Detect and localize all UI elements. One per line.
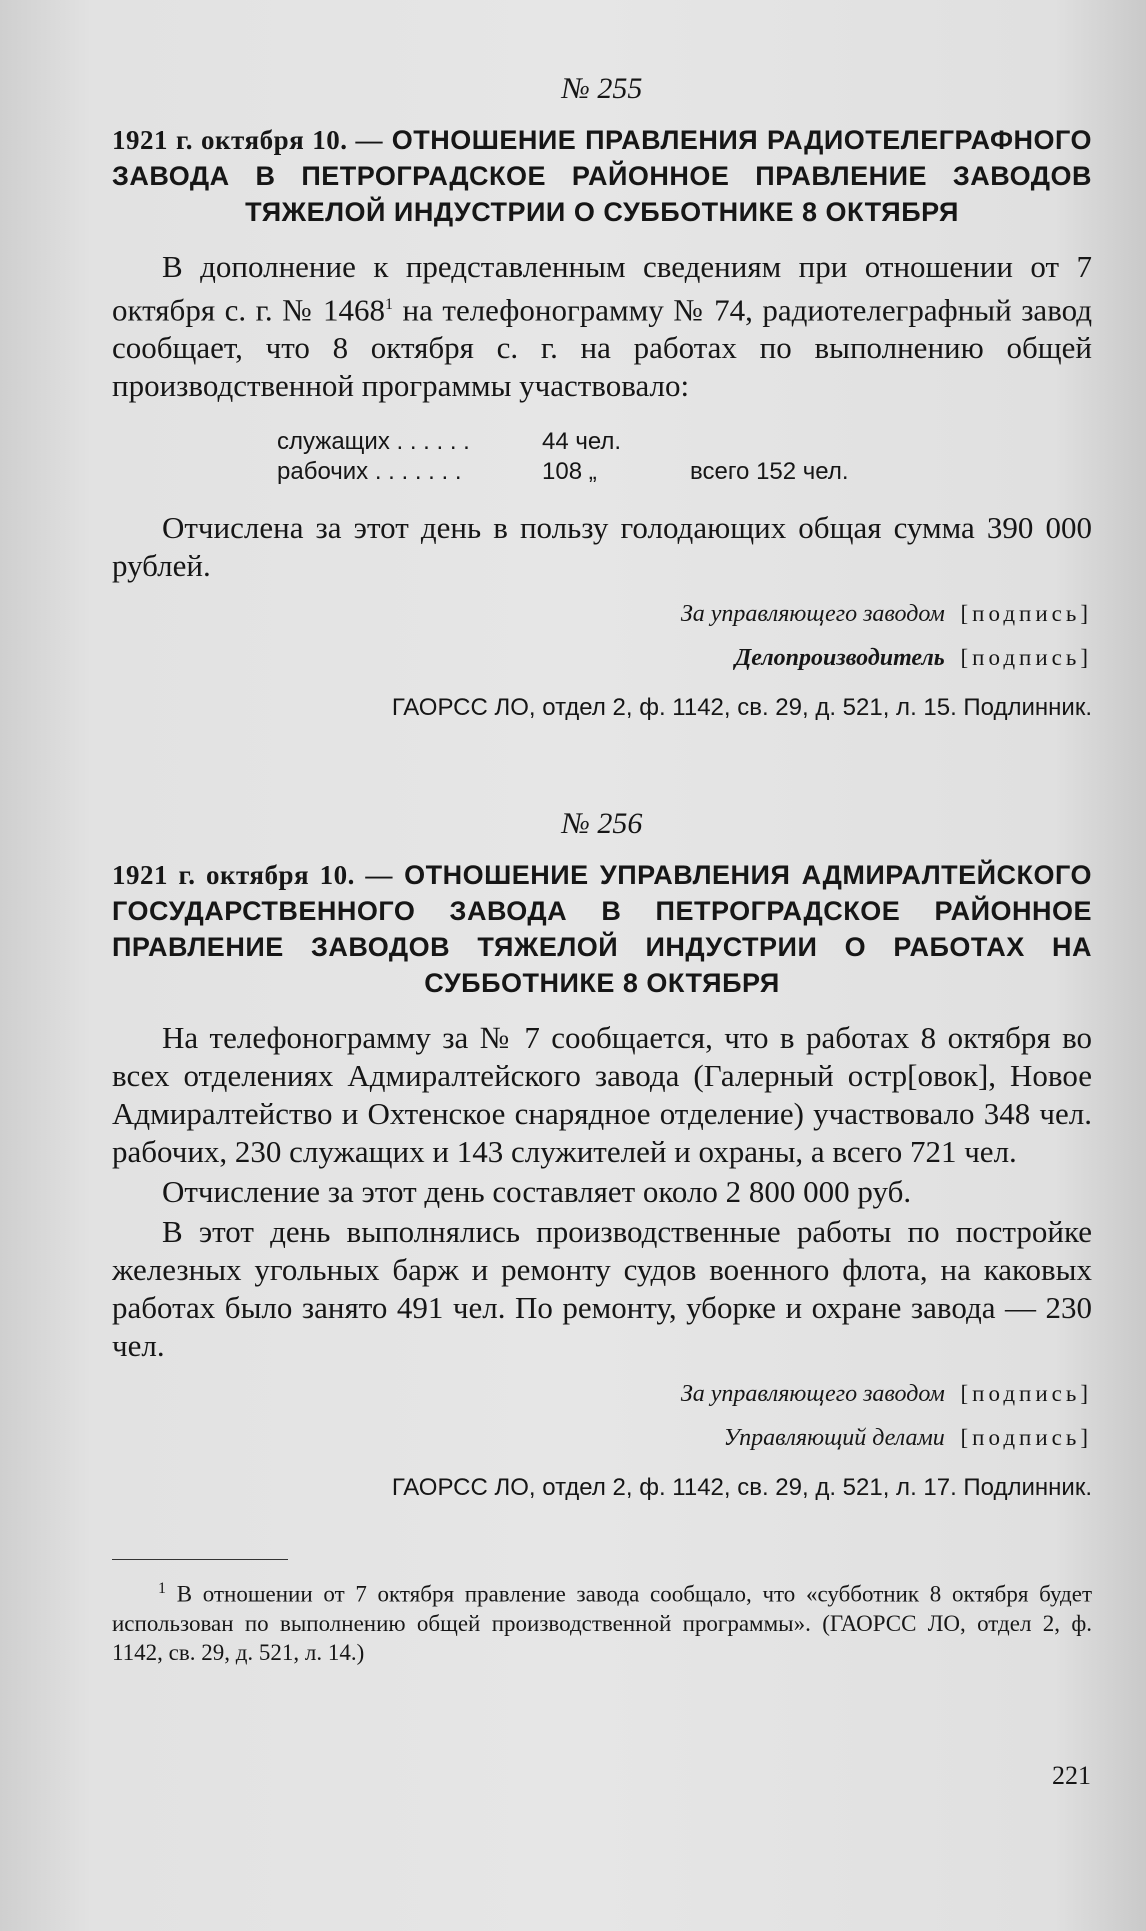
document-heading	[112, 122, 1092, 230]
signature-line	[112, 1423, 1092, 1453]
body-paragraph: Отчислена за этот день в пользу голодающих общая сумма 390 000 рублей.	[112, 510, 1092, 584]
footnote	[112, 1574, 1092, 1667]
document-date: 1921 г. октября 10. —	[112, 860, 393, 891]
document-date: 1921 г. октября 10. —	[112, 125, 383, 155]
row-label: служащих . . . . . .	[277, 428, 470, 456]
signatory-role: Управляющий делами	[723, 1425, 945, 1452]
signature-line	[112, 643, 1092, 673]
body-paragraph: Отчисление за этот день составляет около 2 800 000 руб.	[162, 1174, 912, 1210]
signature-line	[112, 599, 1092, 629]
footnote-text: В отношении от 7 октября правление завода сообщало, что «субботник 8 октября будет использован по выполнению общей производственной программы». (ГАОРСС ЛО, отдел 2, ф. 1142, св. 29, д. 521, л. 14.)	[112, 1581, 1092, 1665]
paragraph-text: В дополнение к представленным сведениям при отношении от 7 октября с. г. № 1468	[112, 249, 1092, 328]
signature-mark: [подпись]	[960, 1425, 1092, 1451]
document-number: № 256	[561, 807, 643, 841]
table-row	[277, 427, 1092, 457]
body-paragraph: На телефонограмму за № 7 сообщается, что в работах 8 октября во всех отделениях Адмиралтейского завода (Галерный остр[овок], Новое Адмиралтейство и Охтенское снарядное отделение) участвовало 348 чел. рабочих, 230 служащих и 143 служителей и охраны, а всего 721 чел.	[112, 1020, 1092, 1170]
signature-mark: [подпись]	[960, 645, 1092, 671]
document-title: ОТНОШЕНИЕ УПРАВЛЕНИЯ АДМИРАЛТЕЙСКОГО ГОСУДАРСТВЕННОГО ЗАВОДА В ПЕТРОГРАДСКОЕ РАЙОННОЕ ПРАВЛЕНИЕ ЗАВОДОВ ТЯЖЕЛОЙ ИНДУСТРИИ О РАБОТАХ НА СУББОТНИКЕ 8 ОКТЯБРЯ	[112, 860, 1092, 999]
signature-line	[112, 1379, 1092, 1409]
row-value: 44 чел.	[542, 428, 622, 456]
table-row	[277, 457, 1092, 487]
row-total: всего 152 чел.	[690, 458, 849, 486]
signature-mark: [подпись]	[960, 1381, 1092, 1407]
signatory-role: За управляющего заводом	[680, 1381, 945, 1408]
row-value: 108 „	[542, 458, 597, 486]
participants-table	[277, 427, 1092, 487]
paragraph-text: на телефонограмму № 74, радиотелеграфный завод сообщает, что 8 октября с. г. на работах по выполнению общей производственной программы участвовало:	[112, 292, 1092, 404]
archive-reference: ГАОРСС ЛО, отдел 2, ф. 1142, св. 29, д. 521, л. 17. Подлинник.	[391, 1474, 1092, 1502]
signature-mark: [подпись]	[960, 601, 1092, 627]
body-paragraph	[112, 248, 1092, 405]
document-256	[112, 807, 1092, 1503]
footnote-divider	[112, 1559, 288, 1560]
signatory-role: За управляющего заводом	[680, 601, 945, 628]
archive-reference: ГАОРСС ЛО, отдел 2, ф. 1142, св. 29, д. 521, л. 15. Подлинник.	[391, 694, 1092, 722]
document-number: № 255	[561, 72, 643, 105]
body-paragraph: В этот день выполнялись производственные работы по постройке железных угольных барж и ремонту судов военного флота, на каковых работах было занято 491 чел. По ремонту, уборке и охране завода — 230 чел.	[112, 1214, 1092, 1364]
footnote-reference: 1	[385, 296, 393, 313]
signatory-role: Делопроизводитель	[734, 645, 945, 672]
page-content	[112, 72, 1092, 1667]
footnote-mark: 1	[158, 1580, 166, 1598]
document-title: ОТНОШЕНИЕ ПРАВЛЕНИЯ РАДИОТЕЛЕГРАФНОГО ЗАВОДА В ПЕТРОГРАДСКОЕ РАЙОННОЕ ПРАВЛЕНИЕ ЗАВОДОВ ТЯЖЕЛОЙ ИНДУСТРИИ О СУББОТНИКЕ 8 ОКТЯБРЯ	[112, 125, 1092, 227]
section-gap	[112, 723, 1092, 807]
document-heading	[112, 857, 1092, 1001]
row-label: рабочих . . . . . . .	[277, 458, 462, 486]
page-number: 221	[1052, 1761, 1091, 1790]
document-255	[112, 72, 1092, 723]
